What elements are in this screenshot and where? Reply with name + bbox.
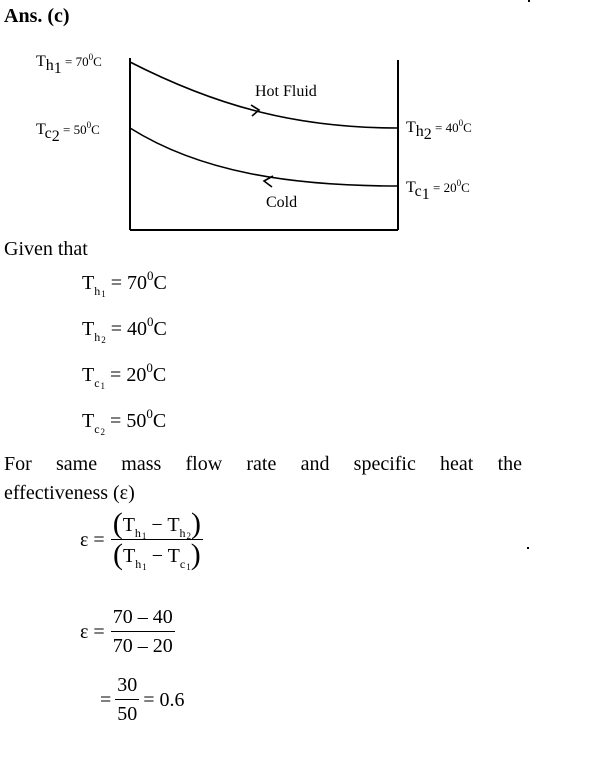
stray-mark — [528, 0, 530, 2]
given-th2: $T_{h2} = 40^0C$ — [82, 314, 167, 345]
tc2-label: Tc2 $^{= 500}_C$ — [36, 120, 100, 145]
temperature-profile-diagram — [0, 0, 595, 240]
effectiveness-substitution: ε = $\frac{70 - 40}{70 - 20}$ — [80, 606, 173, 657]
statement-line-2: effectiveness (ε) — [4, 482, 135, 504]
effectiveness-formula: ε = $\frac{(T_{h1} - T_{h2})}{(T_{h1} - T_{c1})}$ — [80, 507, 202, 572]
answer-label: Ans. (c) — [4, 5, 70, 27]
given-heading: Given that — [4, 238, 88, 260]
given-th1: $T_{h1} = 70^0C$ — [82, 268, 167, 299]
effectiveness-result: = $\frac{30}{50}$ = 0.6 — [100, 674, 185, 725]
th2-label: Th2 $^{= 400}_C$ — [406, 118, 472, 143]
hot-fluid-label: Hot Fluid — [255, 83, 317, 100]
stray-mark — [527, 547, 529, 549]
statement-line-1: For same mass flow rate and specific heat the — [4, 453, 522, 475]
given-tc1: $T_{c1} = 20^0C$ — [82, 360, 167, 391]
cold-fluid-label: Cold — [266, 194, 298, 211]
cold-flow-arrow-icon — [264, 176, 273, 187]
tc1-label: Tc1 $^{= 200}_C$ — [406, 178, 470, 203]
cold-fluid-curve — [130, 128, 398, 186]
given-tc2: $T_{c2} = 50^0C$ — [82, 406, 167, 437]
th1-label: Th1 $^{= 700}_C$ — [36, 52, 102, 77]
